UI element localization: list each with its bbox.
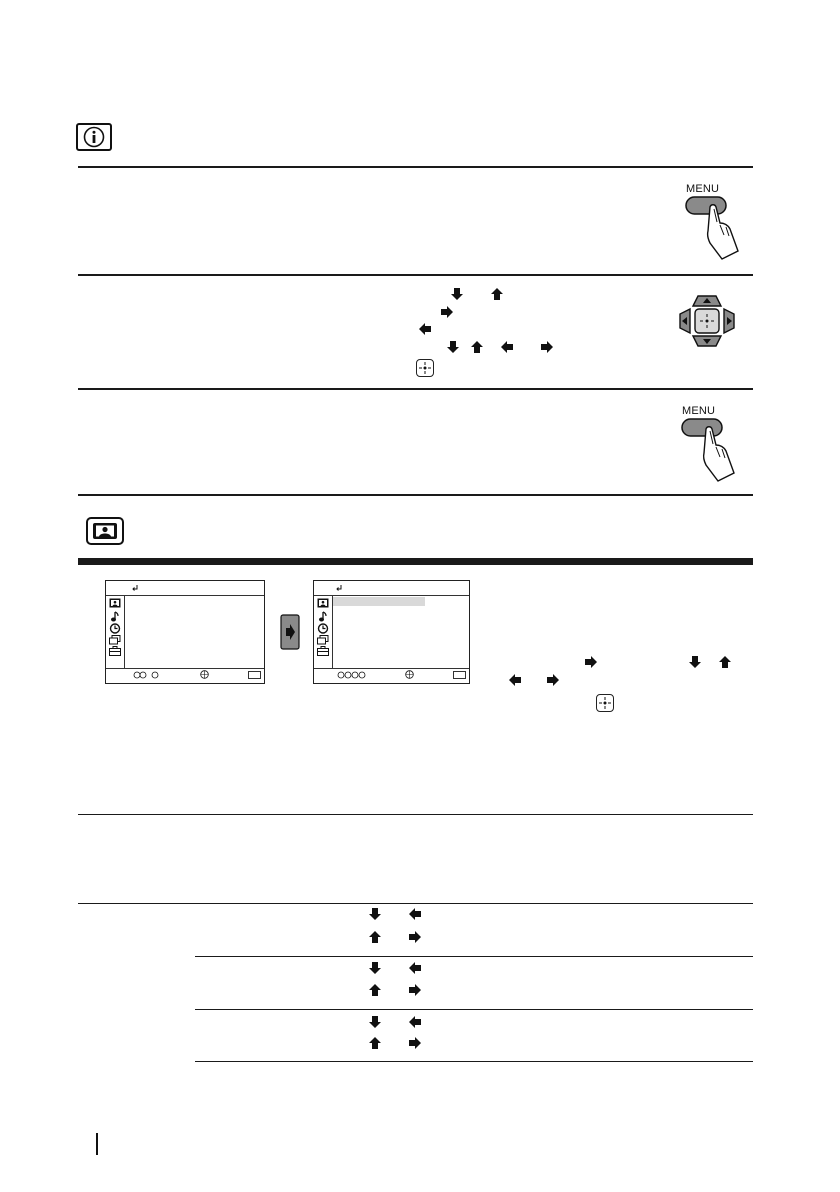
menu-button-illustration[interactable] [680, 195, 750, 260]
arrow-up-icon [490, 287, 504, 301]
arrow-up-icon [368, 1036, 382, 1050]
section-divider [78, 274, 753, 276]
arrow-right-button [280, 614, 300, 655]
arrow-left-icon [508, 673, 522, 687]
arrow-right-icon [540, 340, 554, 354]
arrow-right-icon [546, 673, 560, 687]
toolbox-icon [317, 646, 329, 656]
section-divider [78, 494, 753, 496]
arrow-up-icon [368, 930, 382, 944]
sound-icon [110, 611, 120, 622]
arrow-down-icon [450, 287, 464, 301]
enter-key-icon [596, 694, 614, 712]
directional-pad[interactable] [662, 290, 752, 352]
section-heading-bar [78, 558, 753, 565]
toolbox-icon [109, 646, 121, 656]
setup-icon [109, 635, 121, 645]
return-icon [131, 584, 139, 592]
arrow-down-icon [688, 655, 702, 669]
table-divider [195, 1061, 753, 1062]
enter-key-icon [416, 359, 434, 377]
setup-icon [317, 635, 329, 645]
arrow-right-icon [440, 305, 454, 319]
picture-icon [86, 517, 124, 545]
menu-key-icon [453, 671, 466, 679]
section-divider [78, 388, 753, 390]
arrow-left-icon [408, 907, 422, 921]
menu-button-label: MENU [682, 405, 716, 417]
arrow-up-icon [368, 983, 382, 997]
menu-key-icon [248, 671, 261, 679]
arrow-right-icon [408, 983, 422, 997]
select-keys-icon [337, 671, 367, 679]
arrow-left-icon [500, 340, 514, 354]
table-row [195, 904, 753, 956]
osd-menu-screen [105, 580, 265, 684]
highlighted-menu-row [333, 597, 425, 606]
return-icon [335, 584, 343, 592]
timer-icon [317, 623, 329, 634]
arrow-up-icon [470, 340, 484, 354]
arrow-left-icon [418, 322, 432, 336]
arrow-left-icon [408, 1015, 422, 1029]
arrow-right-icon [408, 930, 422, 944]
osd-menu-screen [313, 580, 470, 684]
arrow-down-icon [446, 340, 460, 354]
arrow-right-icon [584, 655, 598, 669]
arrow-right-icon [408, 1036, 422, 1050]
picture-icon [317, 598, 329, 608]
ok-key-icon [405, 670, 414, 679]
section-divider [78, 166, 753, 168]
table-row [195, 957, 753, 1009]
picture-icon [109, 598, 121, 608]
menu-button-illustration[interactable] [676, 417, 746, 482]
sound-icon [318, 611, 328, 622]
table-divider [78, 814, 753, 815]
arrow-down-icon [368, 1015, 382, 1029]
arrow-left-icon [408, 961, 422, 975]
arrow-down-icon [368, 961, 382, 975]
info-icon [76, 123, 112, 151]
arrow-down-icon [368, 907, 382, 921]
menu-button-label: MENU [686, 183, 720, 195]
arrow-up-icon [718, 655, 732, 669]
ok-key-icon [200, 670, 209, 679]
timer-icon [109, 623, 121, 634]
page-footer-bar [96, 1133, 98, 1155]
select-keys-icon [133, 671, 161, 679]
table-row [195, 1010, 753, 1061]
